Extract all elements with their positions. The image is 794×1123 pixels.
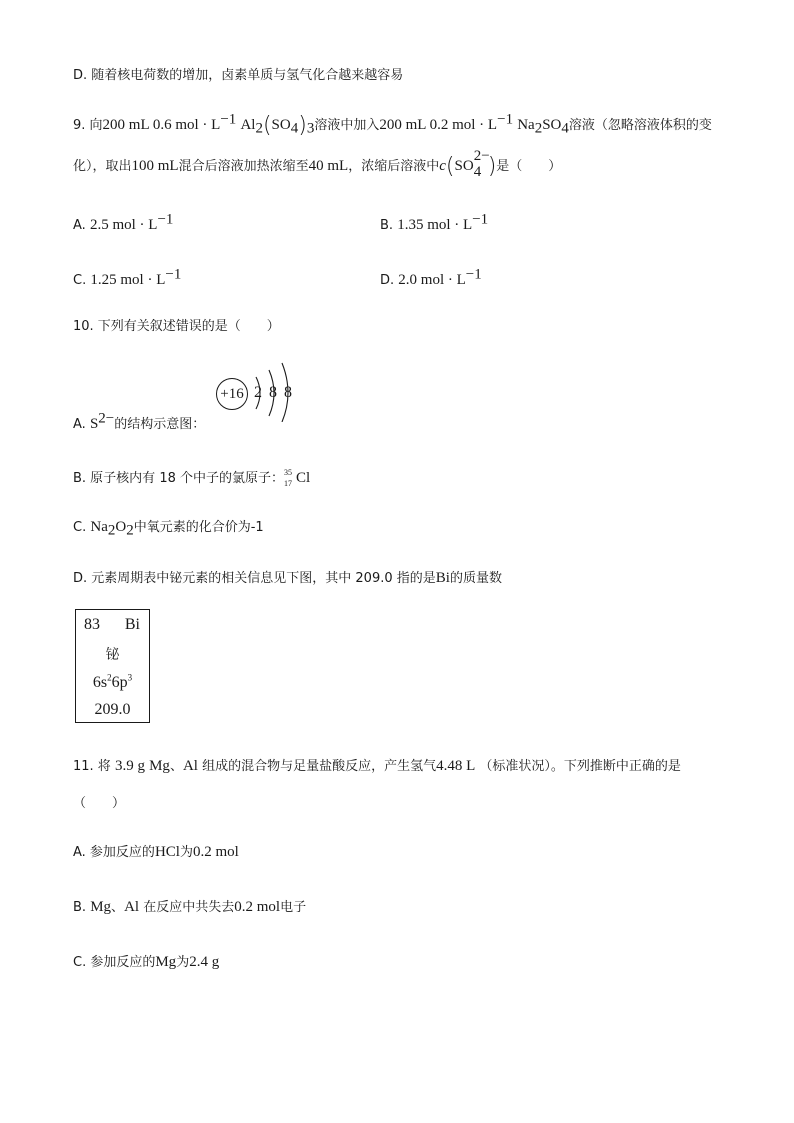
- q11-mg: Mg: [149, 758, 170, 774]
- q10-option-c-text: 中氧元素的化合价为-1: [133, 520, 264, 535]
- q9-line2-suffix: 是（ ）: [496, 159, 562, 174]
- q9-exp1: −1: [220, 111, 237, 128]
- chlorine-isotope-notation: [284, 464, 296, 488]
- q9-option-a-label: A.: [73, 218, 86, 233]
- q9-option-c-label: C.: [73, 273, 87, 288]
- q9-volume2: 200 mL 0.2 mol · L: [379, 117, 498, 133]
- q11-option-b-al: Al: [124, 899, 140, 915]
- q10-stem: 10. 下列有关叙述错误的是（ ）: [73, 319, 280, 334]
- q10-option-c-o: O: [115, 519, 127, 535]
- q9-paren2-close: ): [487, 154, 497, 179]
- q10-option-d[interactable]: [73, 568, 502, 589]
- q9-al-sub: 2: [255, 120, 263, 137]
- q10-option-a-label: A.: [73, 417, 86, 432]
- q10-option-c[interactable]: [73, 517, 264, 538]
- q11-sep: 、: [169, 759, 183, 774]
- q9-stem-line1: [73, 111, 712, 138]
- q10-option-c-label: C.: [73, 520, 87, 535]
- q9-option-c-value: 1.25 mol · L: [90, 272, 166, 288]
- q11-option-b-suffix: 电子: [280, 900, 307, 915]
- q11-volume: 4.48 L: [436, 758, 476, 774]
- config-p-sup: 3: [127, 672, 133, 683]
- isotope-symbol: Cl: [296, 470, 311, 486]
- q10-option-d-suffix: 的质量数: [449, 571, 502, 586]
- q11-mid: 组成的混合物与足量盐酸反应，产生氢气: [202, 759, 437, 774]
- q10-option-a-ion: S: [89, 416, 99, 432]
- q11-option-c-mid: 为: [176, 955, 190, 970]
- q10-option-c-sub2: 2: [126, 522, 134, 539]
- q9-so3-sub: 3: [306, 120, 315, 137]
- q11-option-c[interactable]: [73, 952, 219, 973]
- q9-so4-sub: 4: [561, 120, 569, 137]
- q9-option-c-exp: −1: [165, 266, 182, 283]
- sulfide-structure-diagram: [216, 360, 306, 422]
- q9-option-b[interactable]: [380, 211, 489, 236]
- q11-option-c-prefix: C. 参加反应的: [73, 955, 156, 970]
- q9-option-a-exp: −1: [157, 211, 174, 228]
- q11-option-a-hcl: HCl: [154, 844, 180, 860]
- q10-option-d-prefix: D. 元素周期表中铋元素的相关信息见下图，其中 209.0 指的是: [73, 571, 436, 586]
- q9-option-d-label: D.: [380, 273, 395, 288]
- q9-c: c: [439, 158, 446, 174]
- q10-option-a-ion-charge: 2−: [98, 410, 115, 427]
- shell-1-electrons: 2: [254, 384, 262, 401]
- q9-line2-prefix: 化），取出: [73, 159, 132, 174]
- q9-paren-open: (: [262, 113, 272, 138]
- q11-option-a-prefix: A. 参加反应的: [73, 845, 155, 860]
- q9-volume3: 100 mL: [131, 158, 179, 174]
- q9-option-c[interactable]: [73, 266, 182, 291]
- nucleus-charge: +16: [216, 378, 248, 410]
- element-symbol: Bi: [124, 616, 140, 633]
- q11-option-b-sep: 、: [111, 900, 125, 915]
- q9-option-b-exp: −1: [472, 211, 489, 228]
- q10-option-c-na: Na: [90, 519, 108, 535]
- q11-stem-line2: （ ）: [73, 796, 126, 811]
- isotope-mass-number: 35: [284, 468, 292, 477]
- q11-option-a-value: 0.2 mol: [192, 844, 239, 860]
- q9-option-d-exp: −1: [465, 266, 482, 283]
- q10-option-d-symbol: Bi: [435, 570, 450, 586]
- q11-option-b-label: B.: [73, 900, 87, 915]
- q9-al: Al: [240, 117, 256, 133]
- q11-option-c-mg: Mg: [155, 954, 177, 970]
- q10-option-a[interactable]: [73, 410, 206, 435]
- q9-ion: SO: [454, 158, 474, 174]
- q8-option-d: D. 随着核电荷数的增加，卤素单质与氢气化合越来越容易: [73, 68, 404, 83]
- element-electron-config: [76, 674, 149, 692]
- isotope-atomic-number: 17: [284, 479, 292, 488]
- q11-option-a-mid: 为: [179, 845, 193, 860]
- q10-option-b-text: B. 原子核内有 18 个中子的氯原子：: [73, 471, 284, 486]
- q10-option-b[interactable]: [73, 464, 310, 489]
- config-s-sup: 2: [107, 672, 112, 683]
- q9-na-sub: 2: [534, 120, 543, 137]
- config-s: 6s: [92, 674, 108, 691]
- q9-volume4: 40 mL: [308, 158, 349, 174]
- config-p: 6p: [111, 674, 128, 691]
- q9-option-d-value: 2.0 mol · L: [398, 272, 466, 288]
- element-name: 铋: [105, 647, 120, 663]
- q9-so-sub: 4: [290, 120, 299, 137]
- q9-volume1: 200 mL 0.6 mol · L: [102, 117, 221, 133]
- q9-prefix: 9. 向: [73, 118, 103, 133]
- q9-option-b-value: 1.35 mol · L: [397, 217, 473, 233]
- q9-stem-line2: [73, 148, 562, 180]
- q9-option-a-value: 2.5 mol · L: [89, 217, 158, 233]
- q11-option-b[interactable]: [73, 897, 306, 918]
- q9-paren-close: ): [298, 113, 307, 138]
- q9-na: Na: [517, 117, 535, 133]
- q9-exp2: −1: [497, 111, 514, 128]
- q9-option-b-label: B.: [380, 218, 394, 233]
- q10-option-c-sub1: 2: [107, 522, 116, 539]
- q11-stem-line1: [73, 756, 681, 777]
- q9-so4: SO: [542, 117, 562, 133]
- q10-option-a-text: 的结构示意图：: [114, 417, 206, 432]
- q11-option-b-value: 0.2 mol: [234, 899, 281, 915]
- q9-mid: 溶液中加入: [314, 118, 380, 133]
- q9-paren2-open: (: [445, 154, 455, 179]
- bismuth-element-card: [75, 609, 150, 723]
- q9-suffix: 溶液（忽略溶液体积的变: [568, 118, 712, 133]
- element-atomic-mass: 209.0: [94, 701, 131, 718]
- element-atomic-number: 83: [84, 616, 100, 633]
- q11-suffix: （标准状况）。下列推断中正确的是: [479, 759, 681, 774]
- q11-prefix: 11. 将: [73, 759, 111, 774]
- q11-option-a[interactable]: [73, 842, 239, 863]
- q9-so: SO: [271, 117, 291, 133]
- q11-option-b-mg: Mg: [90, 899, 112, 915]
- q9-option-d[interactable]: [380, 266, 482, 291]
- q11-al: Al: [182, 758, 198, 774]
- q11-option-c-value: 2.4 g: [189, 954, 220, 970]
- q9-line2-mid1: 混合后溶液加热浓缩至: [178, 159, 309, 174]
- q9-line2-mid2: ，浓缩后溶液中: [348, 159, 440, 174]
- q11-mass: 3.9 g: [114, 758, 145, 774]
- q11-option-b-mid: 在反应中共失去: [143, 900, 235, 915]
- shell-3-electrons: 8: [284, 384, 292, 401]
- q9-option-a[interactable]: [73, 211, 174, 236]
- shell-2-electrons: 8: [269, 384, 277, 401]
- q9-ion-scripts: 2− 4: [473, 148, 490, 180]
